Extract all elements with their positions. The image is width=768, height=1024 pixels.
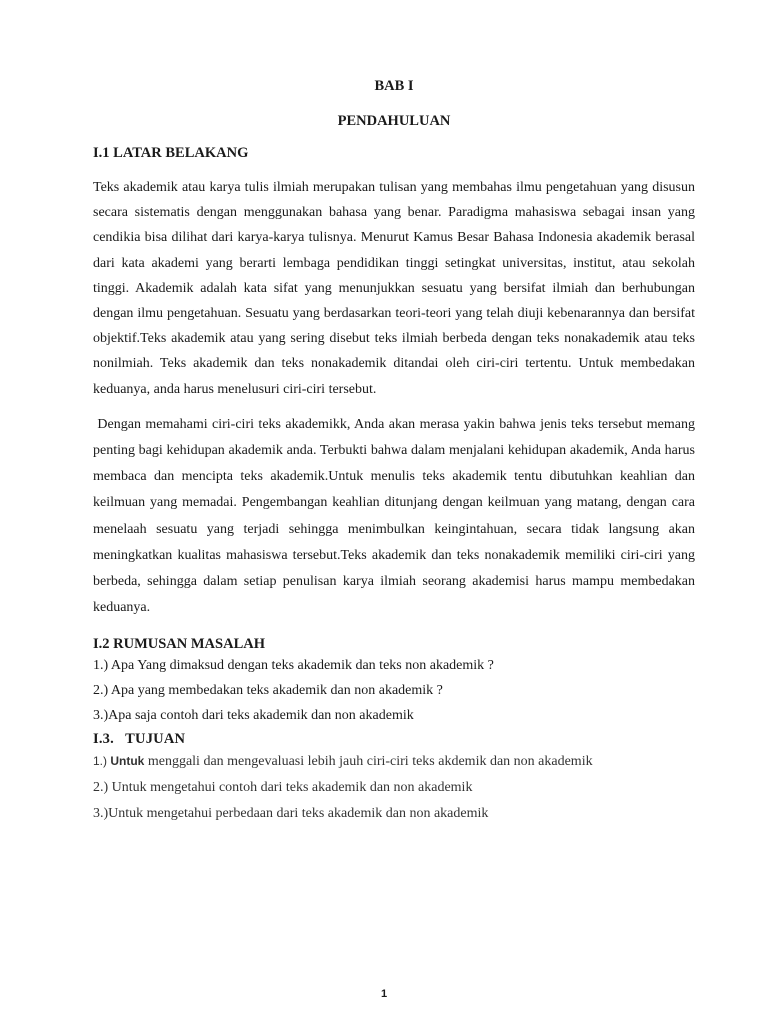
tujuan-list (93, 748, 695, 827)
paragraph-latar-belakang-1: Teks akademik atau karya tulis ilmiah merupakan tulisan yang membahas ilmu pengetahuan yang disusun secara sistematis dengan menggunakan bahasa yang benar. Paradigma mahasiswa sebagai insan yang cendikia bisa dilihat dari karya-karya tulisnya. Menurut Kamus Besar Bahasa Indonesia akademik berasal dari kata akademi yang berarti lembaga pendidikan tinggi setingkat universitas, institut, atau sekolah tinggi. Akademik adalah kata sifat yang menunjukkan sesuatu yang bersifat ilmiah dan berhubungan dengan ilmu pengetahuan. Sesuatu yang berdasarkan teori-teori yang telah diuji kebenarannya dan bersifat objektif.Teks akademik atau yang sering disebut teks ilmiah berbeda dengan teks nonakademik atau teks nonilmiah. Teks akademik dan teks nonakademik ditandai oleh ciri-ciri tertentu. Untuk membedakan keduanya, anda harus menelusuri ciri-ciri tersebut. (93, 180, 695, 397)
chapter-title: PENDAHULUAN (337, 113, 451, 129)
list-item (93, 748, 695, 775)
section-heading-rumusan-masalah: I.2 RUMUSAN MASALAH (93, 636, 265, 653)
list-item: 2.) Apa yang membedakan teks akademik dan non akademik ? (93, 683, 443, 699)
list-item-number: 1.) (93, 754, 111, 769)
list-item: 3.)Untuk mengetahui perbedaan dari teks akademik dan non akademik (93, 806, 489, 822)
list-item: 1.) Apa Yang dimaksud dengan teks akademik dan teks non akademik ? (93, 658, 494, 674)
list-item-text: menggali dan mengevaluasi lebih jauh ciri-ciri teks akdemik dan non akademik (144, 754, 593, 770)
rumusan-masalah-list (93, 653, 695, 728)
list-item-keyword: Untuk (110, 754, 145, 769)
chapter-label: BAB I (374, 78, 414, 94)
section-heading-tujuan: I.3. TUJUAN (93, 731, 186, 748)
list-item: 2.) Untuk mengetahui contoh dari teks akademik dan non akademik (93, 780, 473, 796)
page-number: 1 (380, 988, 388, 1000)
paragraph-latar-belakang-2: Dengan memahami ciri-ciri teks akademikk, Anda akan merasa yakin bahwa jenis teks tersebut memang penting bagi kehidupan akademik anda. Terbukti bahwa dalam menjalani kehidupan akademik, Anda harus membaca dan mencipta teks akademik.Untuk menulis teks akademik tentu dibutuhkan keahlian dan keilmuan yang memadai. Pengembangan keahlian ditunjang dengan keilmuan yang matang, dengan cara menelaah sesuatu yang terjadi sehingga menimbulkan keingintahuan, secara tidak langsung akan meningkatkan kualitas mahasiswa tersebut.Teks akademik dan teks nonakademik memiliki ciri-ciri yang berbeda, sehingga dalam setiap penulisan karya ilmiah seorang akademisi harus mampu membedakan keduanya. (93, 416, 695, 616)
section-heading-latar-belakang: I.1 LATAR BELAKANG (93, 145, 249, 161)
list-item: 3.)Apa saja contoh dari teks akademik dan non akademik (93, 708, 414, 724)
page-content (93, 78, 695, 827)
